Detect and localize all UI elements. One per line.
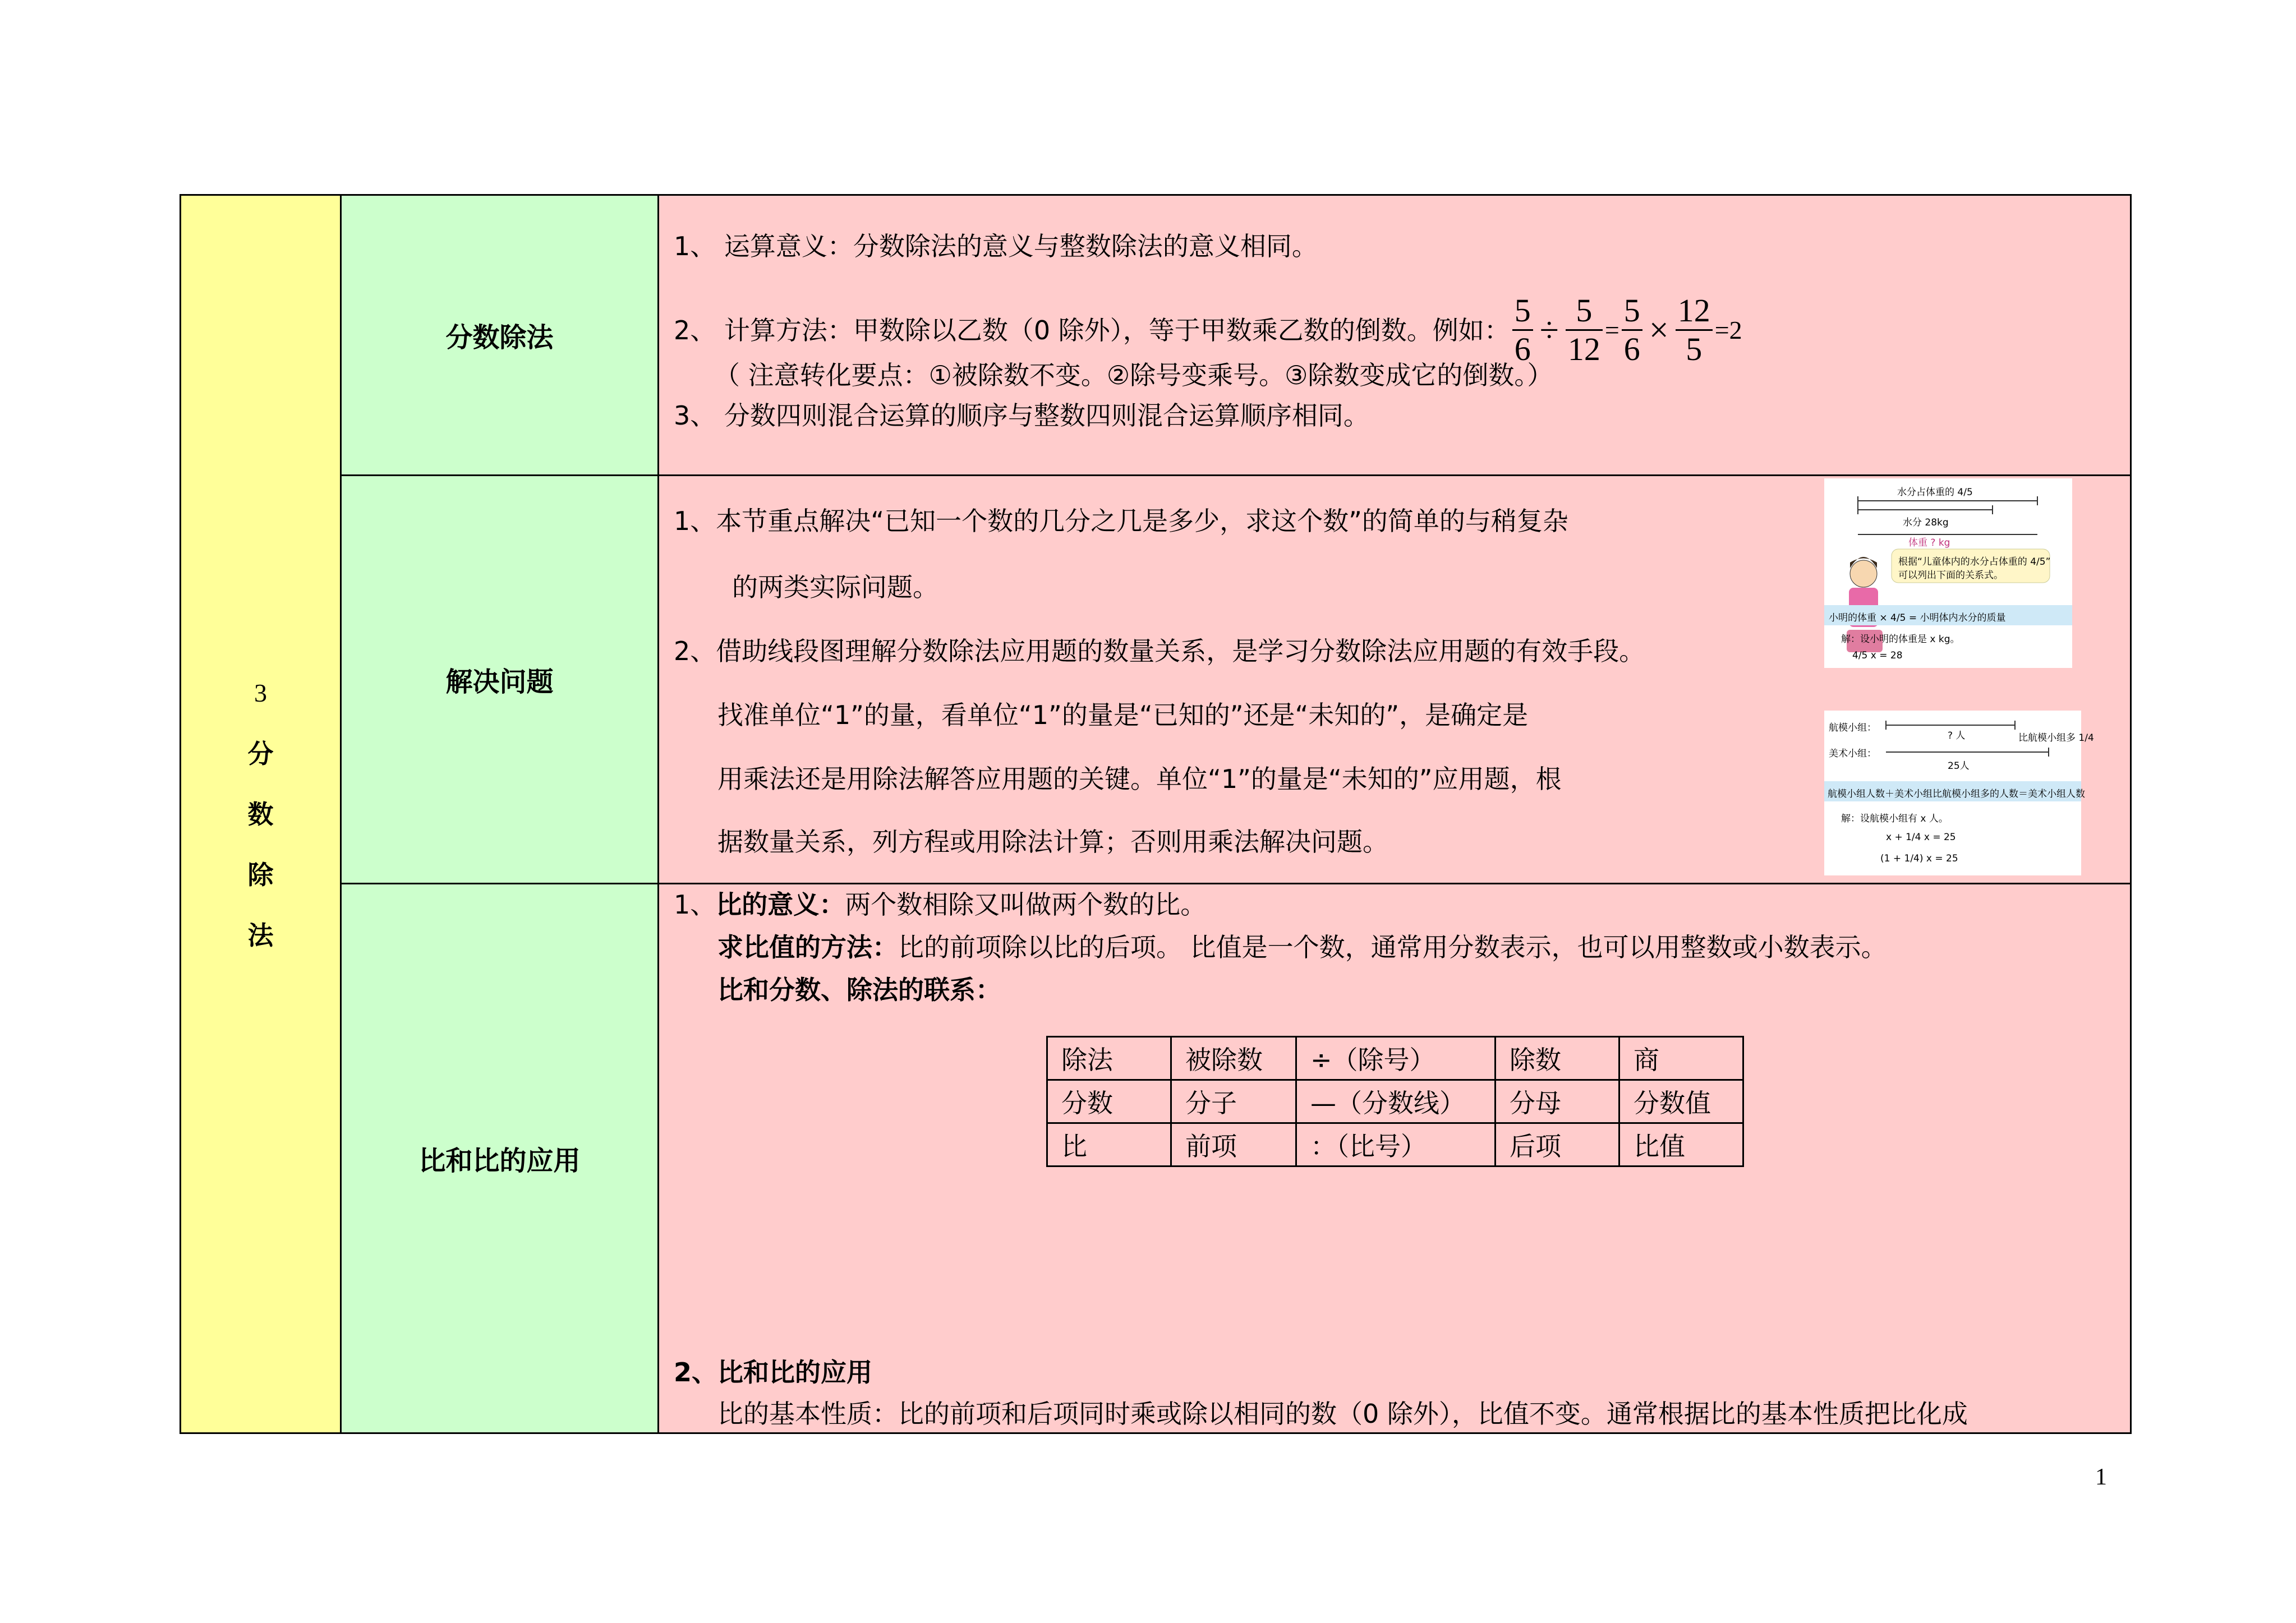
table-cell: 分数值 [1619, 1080, 1743, 1123]
topic-cell-ratio [341, 884, 659, 1433]
table-cell: 比 [1047, 1123, 1171, 1166]
content-cell-ratio [659, 884, 2131, 1433]
fraction: $\frac{5}{6}$ [1622, 292, 1642, 368]
table-cell: 前项 [1171, 1123, 1296, 1166]
figure-label: 体重 ? kg [1908, 537, 1950, 548]
chapter-char: 分 [247, 738, 274, 769]
topic-title: 分数除法 [445, 322, 554, 353]
equals-sign: = [1604, 315, 1619, 344]
table-cell: 被除数 [1171, 1037, 1296, 1080]
figure-water-weight [1824, 478, 2072, 668]
figure-label: 解：设航模小组有 x 人。 [1841, 813, 1948, 824]
chapter-char: 法 [247, 920, 274, 951]
figure-label: 水分 28kg [1903, 517, 1949, 528]
topic-cell-fraction-division [341, 195, 659, 476]
text-line: 1、 运算意义：分数除法的意义与整数除法的意义相同。 [674, 231, 1318, 261]
text-line: （ 注意转化要点：①被除数不变。②除号变乘号。③除数变成它的倒数。） [714, 360, 1553, 390]
figure-label: (1 + 1/4) x = 25 [1880, 853, 1958, 864]
figure-label: 根据“儿童体内的水分占体重的 4/5” [1898, 556, 2051, 568]
times-sign: × [1649, 311, 1669, 349]
relation-table [1046, 1036, 1744, 1167]
text-line: 据数量关系，列方程或用除法计算；否则用乘法解决问题。 [717, 827, 1388, 857]
fraction: $\frac{5}{6}$ [1512, 292, 1533, 368]
figure-label: x + 1/4 x = 25 [1886, 832, 1956, 843]
figure-label: ? 人 [1948, 730, 1966, 741]
text-line: 的两类实际问题。 [732, 572, 938, 602]
table-cell: ÷（除号） [1296, 1037, 1496, 1080]
figure-label: 小明的体重 × 4/5 = 小明体内水分的质量 [1829, 612, 2006, 624]
text-line: 比和分数、除法的联系： [717, 975, 1001, 1005]
figure-label: 航模小组： [1829, 722, 1876, 734]
text-line: 1、比的意义：两个数相除又叫做两个数的比。 [674, 889, 1207, 920]
figure-label: 比航模小组多 1/4 [2018, 732, 2094, 744]
table-row [1047, 1123, 1743, 1166]
table-cell: 比值 [1619, 1123, 1743, 1166]
chapter-char: 除 [247, 859, 274, 890]
table-cell: 商 [1619, 1037, 1743, 1080]
chapter-label [181, 663, 340, 966]
divide-sign: ÷ [1539, 311, 1559, 349]
topic-cell-problem-solving [341, 476, 659, 884]
figure-label: 4/5 x = 28 [1852, 650, 1903, 661]
result: =2 [1714, 315, 1742, 344]
chapter-cell [181, 195, 341, 1433]
text-line: 比的基本性质：比的前项和后项同时乘或除以相同的数（0 除外），比值不变。通常根据比的基本性质把比化成 [717, 1399, 1968, 1429]
table-cell: ：（比号） [1296, 1123, 1496, 1166]
table-cell: 后项 [1496, 1123, 1619, 1166]
text-line: 用乘法还是用除法解答应用题的关键。单位“1”的量是“未知的”应用题，根 [717, 764, 1562, 794]
formula-line [674, 292, 1742, 368]
text-line: 3、 分数四则混合运算的顺序与整数四则混合运算顺序相同。 [674, 400, 1369, 431]
fraction: $\frac{5}{12}$ [1566, 292, 1603, 368]
content-cell-fraction-division [659, 195, 2131, 476]
figure-label: 可以列出下面的关系式。 [1898, 570, 2003, 581]
text-line: 2、比和比的应用 [674, 1357, 873, 1387]
text-line: 1、本节重点解决“已知一个数的几分之几是多少，求这个数”的简单的与稍复杂 [674, 506, 1568, 536]
table-cell: 分子 [1171, 1080, 1296, 1123]
figure-label: 25人 [1948, 760, 1970, 772]
table-cell: 除法 [1047, 1037, 1171, 1080]
figure-label: 水分占体重的 4/5 [1897, 487, 1973, 498]
text-line: 找准单位“1”的量，看单位“1”的量是“已知的”还是“未知的”，是确定是 [717, 700, 1529, 730]
fraction: $\frac{12}{5}$ [1676, 292, 1713, 368]
topic-title: 解决问题 [445, 666, 554, 698]
page-number: 1 [2095, 1464, 2107, 1490]
table-row [1047, 1080, 1743, 1123]
text-line: 求比值的方法：比的前项除以比的后项。 比值是一个数，通常用分数表示，也可以用整数或小数表示。 [717, 932, 1887, 962]
table-cell: 分数 [1047, 1080, 1171, 1123]
topic-title: 比和比的应用 [418, 1145, 581, 1177]
chapter-number: 3 [254, 678, 267, 707]
figure-label: 航模小组人数＋美术小组比航模小组多的人数＝美术小组人数 [1828, 789, 2085, 800]
table-cell: —（分数线） [1296, 1080, 1496, 1123]
table-cell: 除数 [1496, 1037, 1619, 1080]
figure-label: 美术小组： [1829, 748, 1876, 759]
text-line: 2、 计算方法：甲数除以乙数（0 除外），等于甲数乘乙数的倒数。例如： [674, 315, 1510, 345]
chapter-char: 数 [247, 799, 274, 829]
text-line: 2、借助线段图理解分数除法应用题的数量关系，是学习分数除法应用题的有效手段。 [674, 636, 1645, 666]
knowledge-table [180, 194, 2132, 1434]
figure-label: 解：设小明的体重是 x kg。 [1841, 634, 1960, 645]
table-row [1047, 1037, 1743, 1080]
table-cell: 分母 [1496, 1080, 1619, 1123]
figure-groups [1824, 711, 2094, 875]
content-cell-problem-solving [659, 476, 2131, 884]
